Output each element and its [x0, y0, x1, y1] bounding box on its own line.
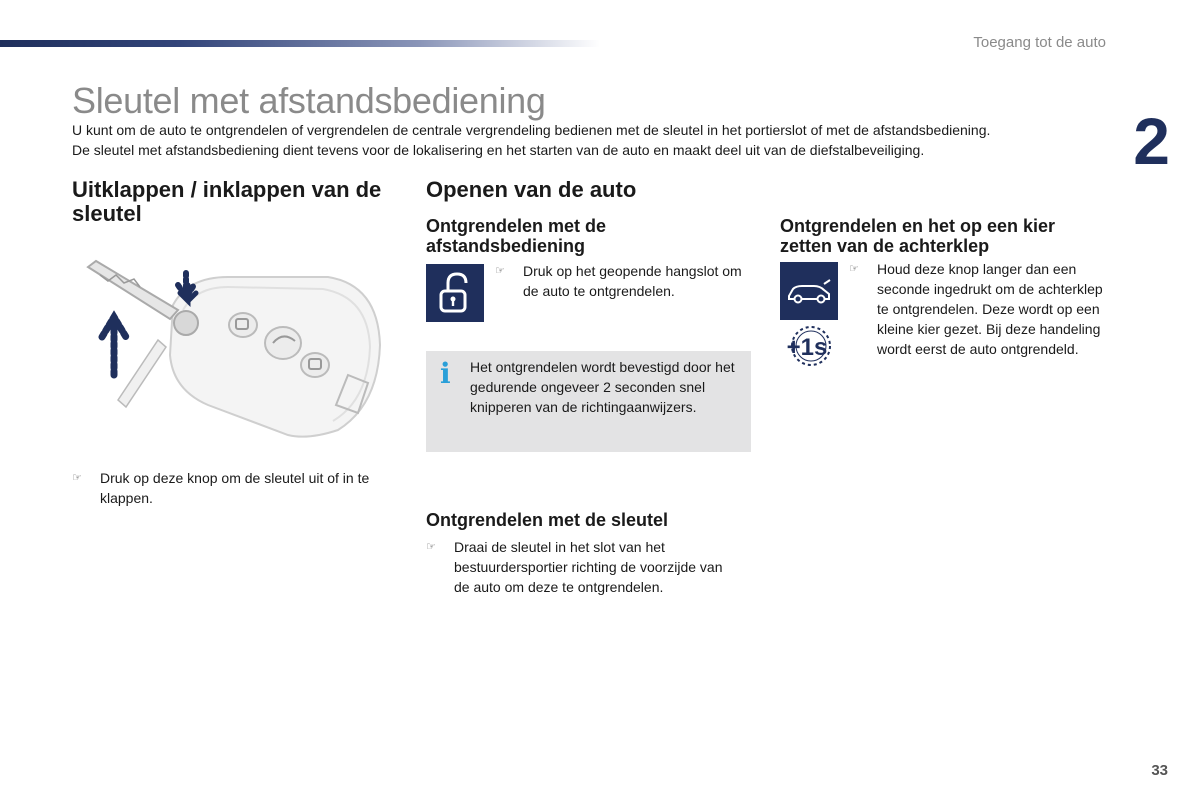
intro-text [72, 120, 1102, 160]
bullet-text: Druk op het geopende hangslot om de auto te ontgrendelen. [523, 263, 742, 299]
heading-open-car: Openen van de auto [426, 177, 637, 202]
list-item-remote-unlock [495, 261, 745, 301]
info-icon: i [440, 357, 451, 390]
key-fob-illustration [78, 255, 388, 445]
info-box [426, 351, 751, 452]
list-item-key-unlock [426, 537, 736, 597]
bullet-hand-icon: ☞ [72, 472, 82, 484]
info-text: Het ontgrendelen wordt bevestigd door het gedurende ongeveer 2 seconden snel knipperen van de richtingaanwijzers. [470, 359, 735, 415]
heading-fold-key: Uitklappen / inklappen van de sleutel [72, 177, 382, 226]
page-number: 33 [1151, 762, 1168, 779]
list-item-tailgate [849, 259, 1114, 359]
bullet-hand-icon: ☞ [426, 541, 436, 553]
intro-line-1: U kunt om de auto te ontgrendelen of vergrendelen de centrale vergrendeling bedienen met de sleutel in het portierslot of met de afstandsbediening. [72, 122, 991, 138]
bullet-hand-icon: ☞ [495, 265, 505, 277]
subheading-key-unlock: Ontgrendelen met de sleutel [426, 510, 669, 530]
chapter-number: 2 [1133, 104, 1170, 178]
page-title: Sleutel met afstandsbediening [72, 80, 546, 121]
bullet-text: Druk op deze knop om de sleutel uit of in te klappen. [100, 470, 370, 506]
hold-duration-badge [779, 324, 835, 368]
bullet-text: Draai de sleutel in het slot van het bestuurdersportier richting de voorzijde van de auto om deze te ontgrendelen. [454, 539, 723, 595]
header-gradient-bar [0, 40, 600, 47]
bullet-hand-icon: ☞ [849, 263, 859, 275]
car-tailgate-icon [780, 262, 838, 320]
intro-line-2: De sleutel met afstandsbediening dient tevens voor de lokalisering en het starten van de auto en maakt deel uit van de diefstalbeveiliging. [72, 142, 925, 158]
section-title: Toegang tot de auto [973, 34, 1106, 51]
list-item-fold-key [72, 468, 402, 508]
subheading-tailgate: Ontgrendelen en het op een kier zetten van de achterklep [780, 216, 1056, 256]
subheading-remote-unlock: Ontgrendelen met de afstandsbediening [426, 216, 607, 256]
duration-badge-text: +1s [786, 334, 828, 361]
open-padlock-icon [426, 264, 484, 322]
bullet-text: Houd deze knop langer dan een seconde ingedrukt om de achterklep te ontgrendelen. Deze wordt op een kleine kier gezet. Bij deze handeling wordt eerst de auto ontgrendeld. [877, 261, 1103, 357]
